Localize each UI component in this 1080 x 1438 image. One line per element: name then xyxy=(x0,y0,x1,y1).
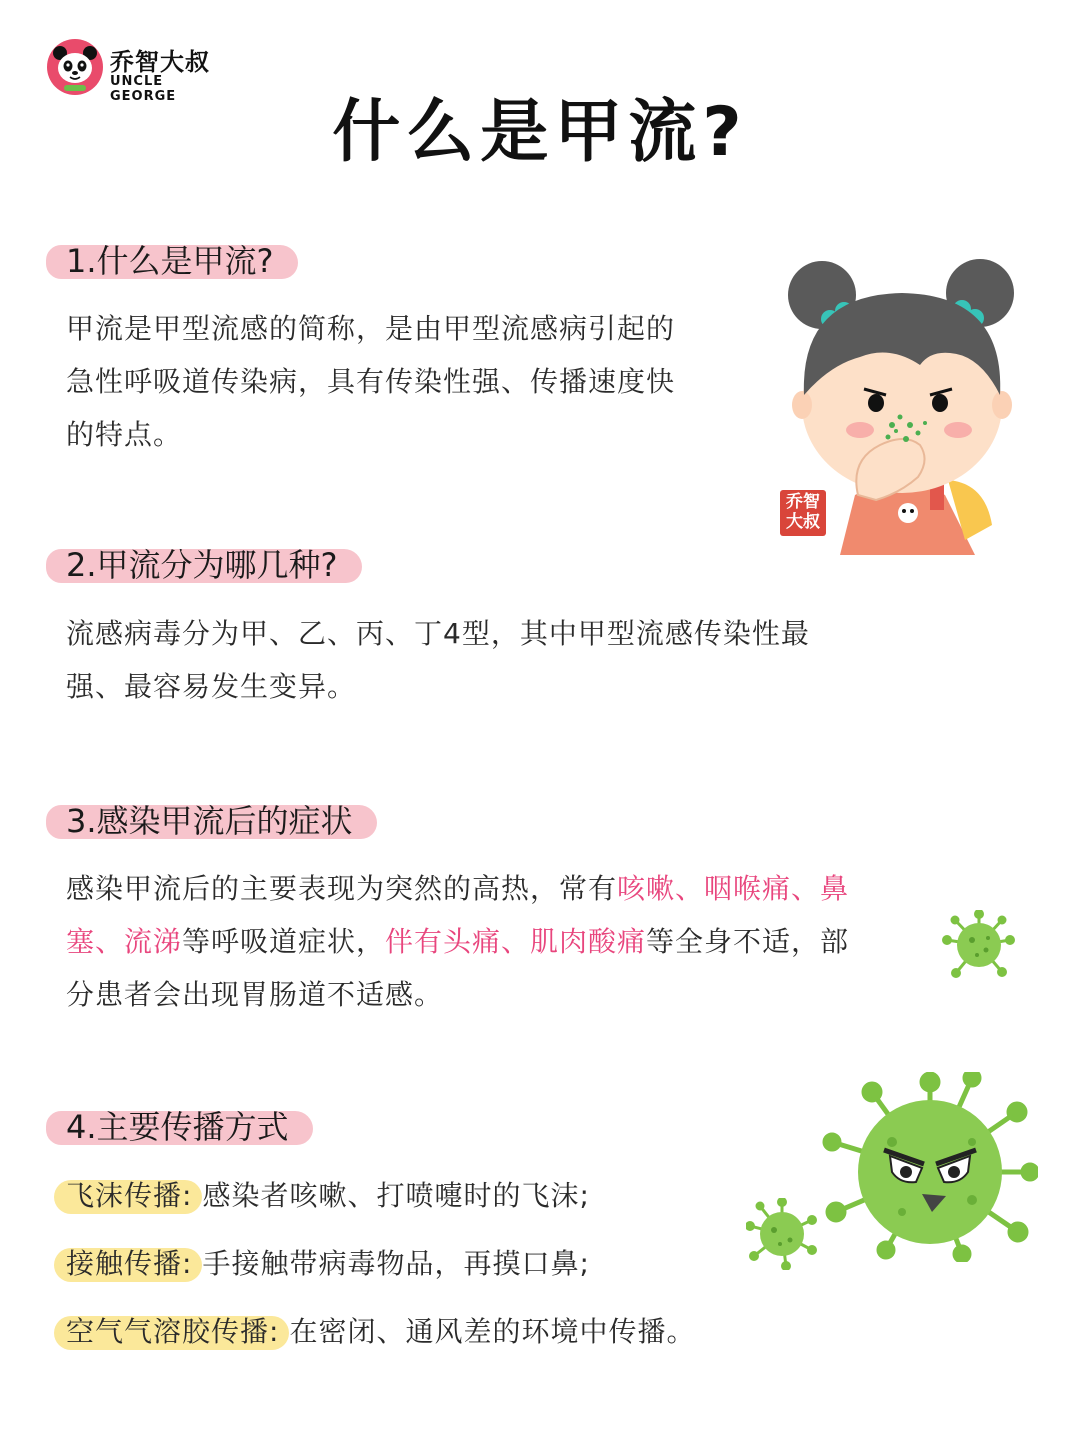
virus-icon xyxy=(746,1198,818,1270)
section-3-text: 感染甲流后的主要表现为突然的高热，常有咳嗽、咽喉痛、鼻 塞、流涕等呼吸道症状，伴有头痛、肌肉酸痛等全身不适，部 分患者会出现胃肠道不适感。 xyxy=(66,872,850,1011)
transmission-contact: 接触传播: 手接触带病毒物品，再摸口鼻; xyxy=(54,1242,590,1286)
transmission-droplet: 飞沫传播: 感染者咳嗽、打喷嚏时的飞沫; xyxy=(54,1174,590,1218)
transmission-aerosol: 空气气溶胶传播: 在密闭、通风差的环境中传播。 xyxy=(54,1310,695,1354)
virus-icon xyxy=(942,910,1016,980)
brand-name-en: UNCLE GEORGE xyxy=(110,74,177,104)
seal-stamp: 乔智大叔 xyxy=(780,490,826,536)
section-2-heading: 2.甲流分为哪几种? xyxy=(46,540,362,590)
brand-name-cn: 乔智大叔 xyxy=(110,48,210,76)
section-4-heading: 4.主要传播方式 xyxy=(46,1102,313,1152)
section-2-text: 流感病毒分为甲、乙、丙、丁4型，其中甲型流感传染性最 强、最容易发生变异。 xyxy=(66,617,810,703)
section-1-text: 甲流是甲型流感的简称，是由甲型流感病引起的 急性呼吸道传染病，具有传染性强、传播速度快 的特点。 xyxy=(66,312,676,451)
angry-virus-icon xyxy=(822,1072,1038,1262)
section-3-heading: 3.感染甲流后的症状 xyxy=(46,796,377,846)
page-title: 什么是甲流? xyxy=(332,93,748,172)
section-1-heading: 1.什么是甲流? xyxy=(46,236,298,286)
